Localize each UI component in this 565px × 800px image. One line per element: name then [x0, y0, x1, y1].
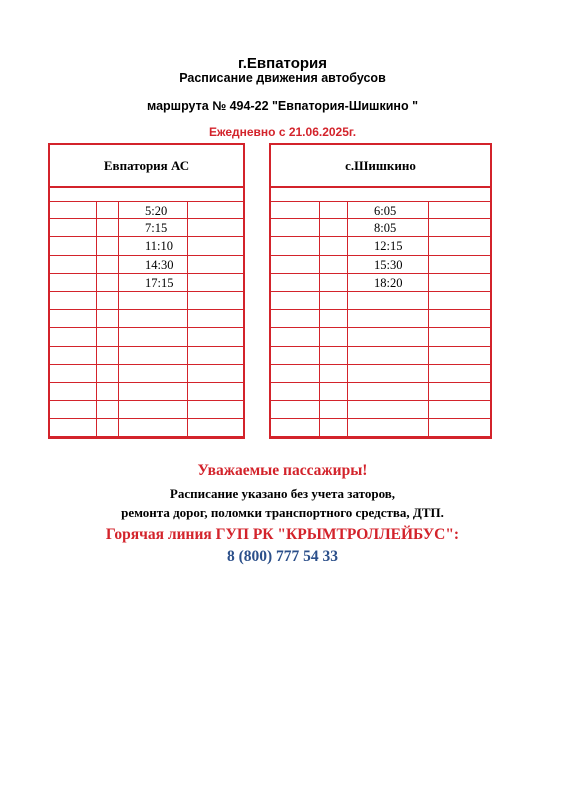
table-row: [271, 237, 490, 255]
departure-time: 14:30: [145, 257, 174, 272]
schedule-subtitle: Расписание движения автобусов: [179, 71, 386, 85]
departure-time: 12:15: [374, 239, 403, 254]
grid-divider: [118, 201, 119, 437]
table-row: [271, 401, 490, 419]
table-row: [50, 347, 243, 365]
departure-time: 18:20: [374, 275, 403, 290]
table-row: [271, 365, 490, 383]
table-row: [271, 274, 490, 292]
grid-divider: [187, 201, 188, 437]
table-row: [50, 419, 243, 437]
route-title: маршрута № 494-22 "Евпатория-Шишкино ": [146, 99, 419, 113]
departure-time: 5:20: [145, 204, 168, 218]
column-header-evpatoria: Евпатория АС: [50, 145, 243, 188]
table-row: [50, 328, 243, 346]
city-title: г.Евпатория: [238, 55, 327, 72]
table-row: [271, 292, 490, 310]
grid-divider: [428, 201, 429, 437]
table-row: [50, 310, 243, 328]
time-grid-right: [271, 201, 490, 437]
departure-time: 17:15: [145, 275, 174, 290]
hotline-label: Горячая линия ГУП РК "КРЫМТРОЛЛЕЙБУС":: [105, 526, 460, 543]
table-row: [50, 201, 243, 219]
table-row: [50, 383, 243, 401]
schedule-table: [48, 143, 492, 441]
table-row: [50, 237, 243, 255]
column-header-shishkino: с.Шишкино: [271, 145, 490, 188]
departure-time: 11:10: [145, 239, 174, 254]
departure-column-evpatoria: [48, 143, 245, 439]
table-row: [271, 219, 490, 237]
table-row: [271, 383, 490, 401]
departure-time: 8:05: [374, 221, 397, 236]
table-row: [50, 256, 243, 274]
table-row: [50, 292, 243, 310]
daily-validity: Ежедневно с 21.06.2025г.: [208, 125, 357, 139]
grid-divider: [96, 201, 97, 437]
departure-time: 15:30: [374, 257, 403, 272]
table-row: [271, 201, 490, 219]
notice-greeting: Уважаемые пассажиры!: [197, 462, 368, 479]
notice-line-2: ремонта дорог, поломки транспортного средства, ДТП.: [121, 505, 444, 520]
table-row: [271, 419, 490, 437]
table-row: [50, 274, 243, 292]
grid-divider: [319, 201, 320, 437]
notice-line-1: Расписание указано без учета заторов,: [169, 486, 396, 501]
grid-divider: [347, 201, 348, 437]
hotline-phone[interactable]: 8 (800) 777 54 33: [226, 548, 339, 565]
table-row: [271, 328, 490, 346]
time-grid-left: [50, 201, 243, 437]
table-row: [271, 310, 490, 328]
table-row: [50, 365, 243, 383]
departure-column-shishkino: [269, 143, 492, 439]
table-row: [50, 401, 243, 419]
table-row: [50, 219, 243, 237]
departure-time: 7:15: [145, 221, 168, 236]
departure-time: 6:05: [374, 204, 397, 218]
table-row: [271, 347, 490, 365]
table-row: [271, 256, 490, 274]
